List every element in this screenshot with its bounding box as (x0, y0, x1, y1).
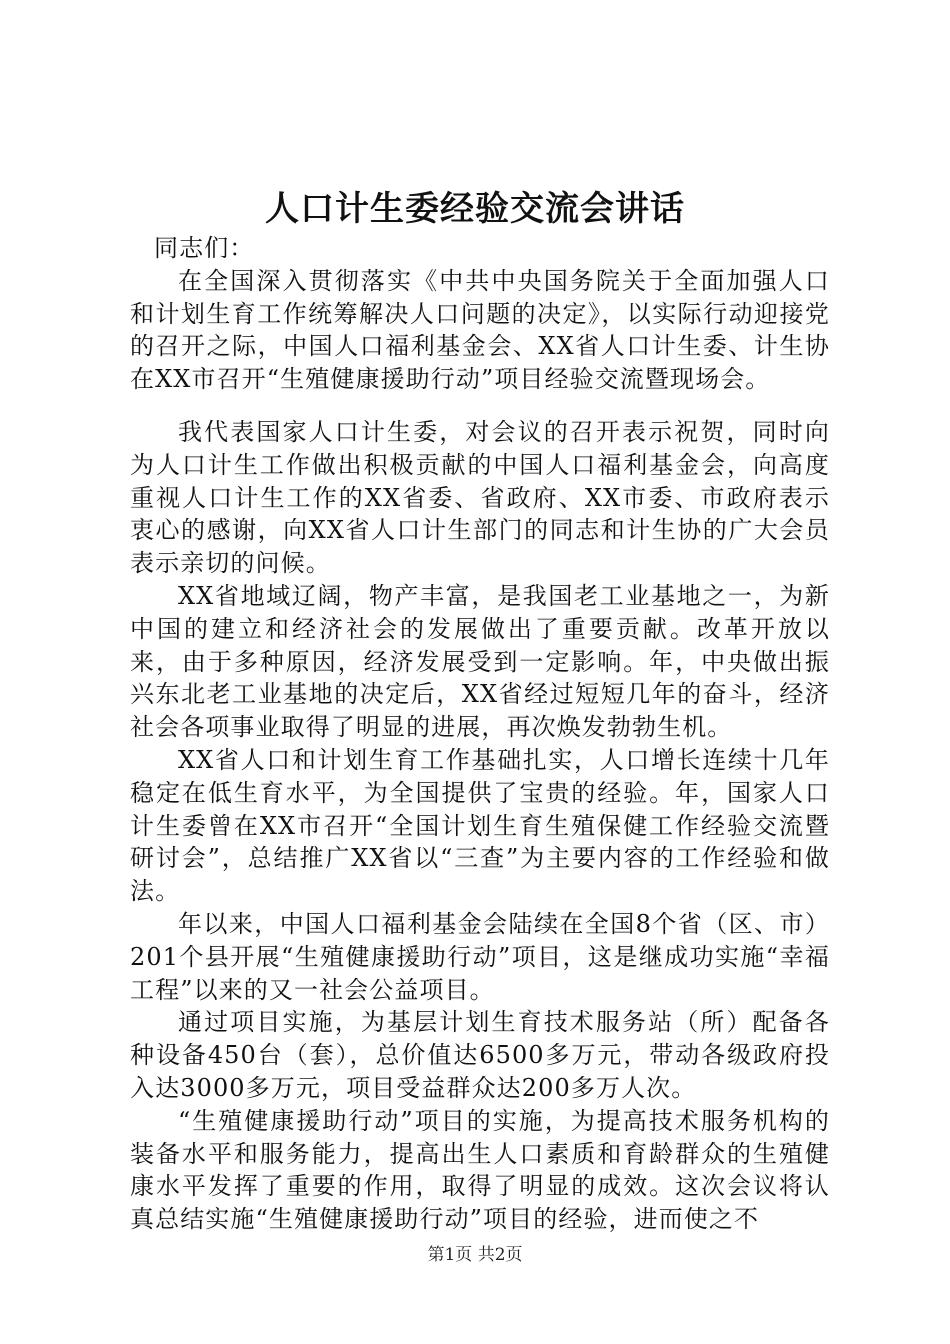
paragraph: 在全国深入贯彻落实《中共中央国务院关于全面加强人口和计划生育工作统筹解决人口问题的决定》，以实际行动迎接党的召开之际，中国人口福利基金会、XX省人口计生委、计生协在XX市召开“生殖健康援助行动”项目经验交流暨现场会。 (130, 266, 830, 394)
paragraph: 年以来，中国人口福利基金会陆续在全国8个省（区、市）201个县开展“生殖健康援助行动”项目，这是继成功实施“幸福工程”以来的又一社会公益项目。 (130, 909, 830, 1004)
paragraph: XX省人口和计划生育工作基础扎实，人口增长连续十几年稳定在低生育水平，为全国提供了宝贵的经验。年，国家人口计生委曾在XX市召开“全国计划生育生殖保健工作经验交流暨研讨会”，总结推广XX省以“三查”为主要内容的工作经验和做法。 (130, 745, 830, 906)
paragraph: “生殖健康援助行动”项目的实施，为提高技术服务机构的装备水平和服务能力，提高出生人口素质和育龄群众的生殖健康水平发挥了重要的作用，取得了明显的成效。这次会议将认真总结实施“生殖健康援助行动”项目的经验，进而使之不 (130, 1106, 830, 1234)
paragraph: XX省地域辽阔，物产丰富，是我国老工业基地之一，为新中国的建立和经济社会的发展做出了重要贡献。改革开放以来，由于多种原因，经济发展受到一定影响。年，中央做出振兴东北老工业基地的决定后，XX省经过短短几年的奋斗，经济社会各项事业取得了明显的进展，再次焕发勃勃生机。 (130, 581, 830, 742)
paragraph: 我代表国家人口计生委，对会议的召开表示祝贺，同时向为人口计生工作做出积极贡献的中国人口福利基金会，向高度重视人口计生工作的XX省委、省政府、XX市委、市政府表示衷心的感谢，向XX省人口计生部门的同志和计生协的广大会员表示亲切的问候。 (130, 417, 830, 578)
page-footer: 第1页 共2页 (427, 1245, 523, 1265)
document-body (130, 232, 830, 1236)
salutation: 同志们： (154, 234, 255, 262)
document-title: 人口计生委经验交流会讲话 (265, 189, 685, 229)
paragraph: 通过项目实施，为基层计划生育技术服务站（所）配备各种设备450台（套），总价值达6500多万元，带动各级政府投入达3000多万元，项目受益群众达200多万人次。 (130, 1008, 830, 1102)
